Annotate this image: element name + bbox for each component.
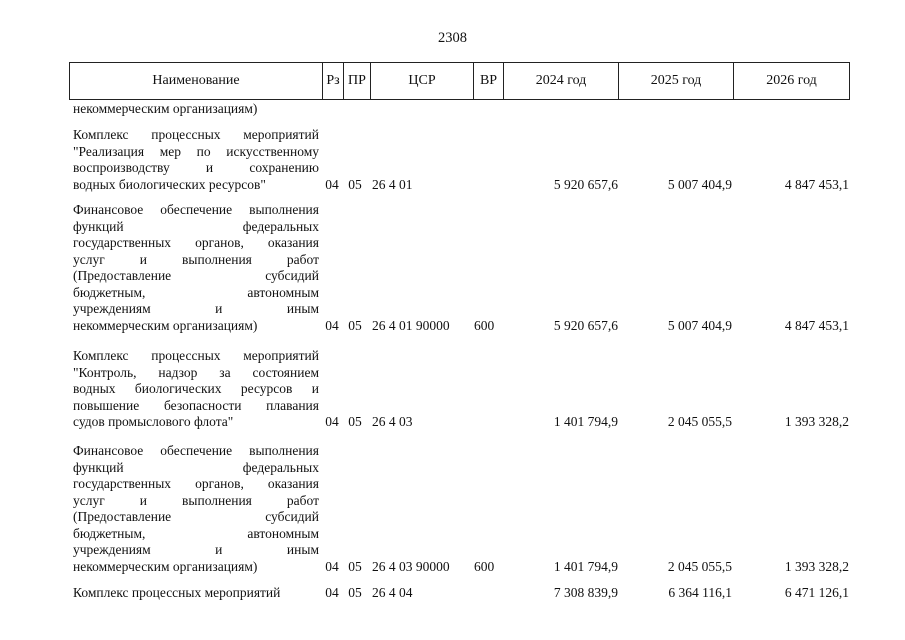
row-name-line: Комплекс процессных мероприятий bbox=[73, 127, 319, 142]
page-number: 2308 bbox=[438, 30, 467, 46]
row-name-line: (Предоставление субсидий bbox=[73, 268, 319, 283]
row-name-line: бюджетным, автономным bbox=[73, 284, 319, 300]
row-name-line: "Контроль, надзор за состоянием bbox=[73, 364, 319, 380]
row-name-line: учреждениям и иным bbox=[73, 542, 319, 557]
cell-y2025: 5 007 404,9 bbox=[667, 317, 732, 333]
cell-y2024: 5 920 657,6 bbox=[553, 317, 618, 333]
cell-y2025: 2 045 055,5 bbox=[667, 558, 732, 574]
row-name-line: некоммерческим организациям) bbox=[73, 317, 258, 333]
cell-csr: 26 4 04 bbox=[372, 585, 413, 600]
cell-y2026: 4 847 453,1 bbox=[784, 176, 849, 192]
cell-vr: 600 bbox=[474, 317, 495, 333]
cell-y2026: 6 471 126,1 bbox=[784, 585, 849, 600]
cell-csr: 26 4 03 bbox=[372, 414, 413, 429]
cell-pr: 05 bbox=[348, 176, 362, 192]
row-name-line: Комплекс процессных мероприятий bbox=[73, 585, 281, 600]
header-2026: 2026 год bbox=[766, 73, 817, 88]
cell-y2026: 4 847 453,1 bbox=[784, 317, 849, 333]
cell-csr: 26 4 01 bbox=[372, 176, 413, 192]
header-name: Наименование bbox=[152, 73, 240, 88]
row-name-line: повышение безопасности плавания bbox=[73, 397, 319, 413]
cell-rz: 04 bbox=[325, 317, 339, 333]
row-name-line: государственных органов, оказания bbox=[73, 235, 319, 250]
row-name-line: государственных органов, оказания bbox=[73, 476, 319, 491]
row-name-line: услуг и выполнения работ bbox=[73, 251, 319, 267]
cell-pr: 05 bbox=[348, 414, 362, 429]
row-name-line: учреждениям и иным bbox=[73, 301, 319, 316]
cell-y2025: 2 045 055,5 bbox=[667, 414, 732, 429]
cell-rz: 04 bbox=[325, 414, 339, 429]
cell-y2024: 1 401 794,9 bbox=[553, 558, 618, 574]
row-name-line: функций федеральных bbox=[73, 459, 319, 475]
cell-rz: 04 bbox=[325, 558, 339, 574]
row-name-line: некоммерческим организациям) bbox=[73, 101, 258, 116]
row-name bbox=[73, 127, 319, 193]
cell-y2025: 6 364 116,1 bbox=[668, 585, 732, 600]
row-name bbox=[73, 443, 319, 575]
row-name-line: (Предоставление субсидий bbox=[73, 509, 319, 524]
row-name-line: некоммерческим организациям) bbox=[73, 558, 258, 574]
cell-y2024: 7 308 839,9 bbox=[553, 585, 618, 600]
row-name bbox=[73, 585, 319, 602]
header-csr: ЦСР bbox=[408, 73, 436, 88]
row-name-line: водных биологических ресурсов и bbox=[73, 381, 319, 396]
cell-pr: 05 bbox=[348, 585, 362, 600]
row-name-line: воспроизводству и сохранению bbox=[73, 160, 319, 175]
header-rz: Рз bbox=[326, 73, 340, 88]
row-name bbox=[73, 202, 319, 334]
table-header bbox=[69, 62, 850, 100]
cell-y2025: 5 007 404,9 bbox=[667, 176, 732, 192]
cell-pr: 05 bbox=[348, 558, 362, 574]
row-name bbox=[73, 101, 319, 118]
row-name-line: функций федеральных bbox=[73, 218, 319, 234]
row-name-line: Финансовое обеспечение выполнения bbox=[73, 443, 319, 458]
cell-vr: 600 bbox=[474, 558, 495, 574]
row-name-line: услуг и выполнения работ bbox=[73, 492, 319, 508]
cell-y2026: 1 393 328,2 bbox=[784, 558, 849, 574]
row-name-line: Финансовое обеспечение выполнения bbox=[73, 202, 319, 217]
cell-csr: 26 4 01 90000 bbox=[372, 317, 450, 333]
row-name-line: бюджетным, автономным bbox=[73, 525, 319, 541]
row-name bbox=[73, 348, 319, 431]
row-name-line: водных биологических ресурсов" bbox=[73, 176, 266, 192]
header-vr: ВР bbox=[479, 73, 498, 88]
row-name-line: судов промыслового флота" bbox=[73, 414, 234, 429]
header-2024: 2024 год bbox=[535, 73, 587, 88]
header-2025: 2025 год bbox=[650, 73, 702, 88]
cell-rz: 04 bbox=[325, 176, 339, 192]
cell-csr: 26 4 03 90000 bbox=[372, 558, 450, 574]
cell-y2026: 1 393 328,2 bbox=[784, 414, 849, 429]
cell-y2024: 1 401 794,9 bbox=[553, 414, 618, 429]
cell-y2024: 5 920 657,6 bbox=[553, 176, 618, 192]
row-name-line: Комплекс процессных мероприятий bbox=[73, 348, 319, 363]
row-name-line: "Реализация мер по искусственному bbox=[73, 143, 319, 159]
cell-pr: 05 bbox=[348, 317, 362, 333]
cell-rz: 04 bbox=[325, 585, 339, 600]
header-pr: ПР bbox=[348, 73, 366, 88]
